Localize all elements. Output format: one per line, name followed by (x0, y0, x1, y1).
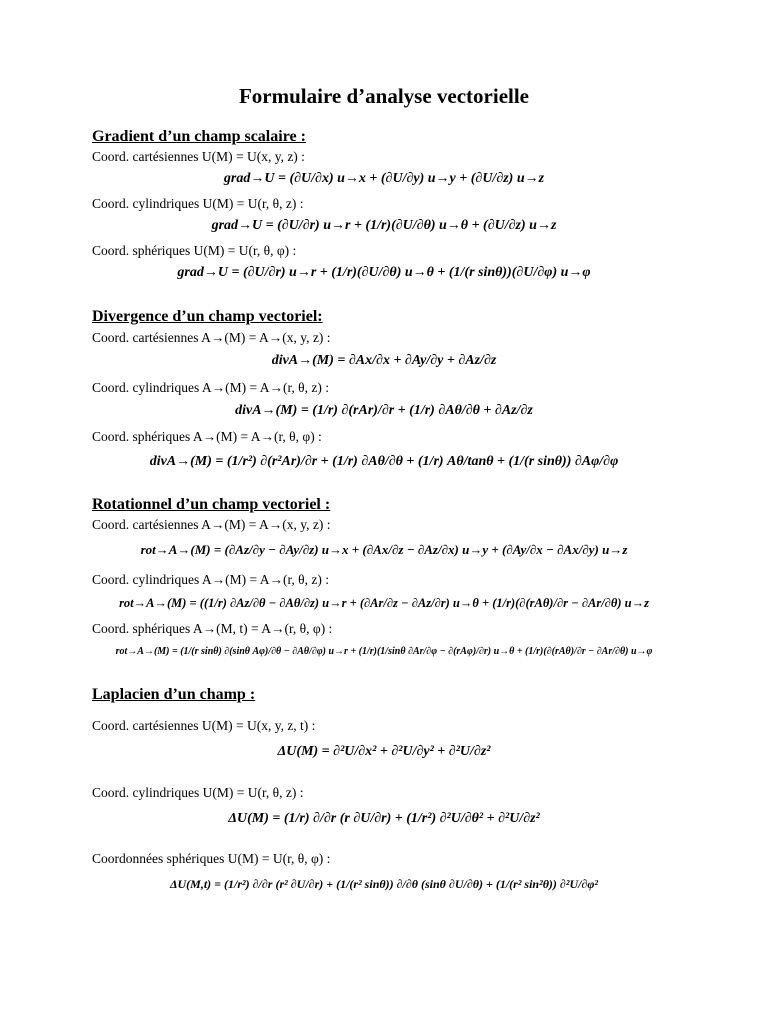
coord-label-divergence-spherical: Coord. sphériques A→(M) = A→(r, θ, φ) : (92, 429, 322, 444)
section-heading-gradient: Gradient d’un champ scalaire : (92, 128, 306, 145)
equation-divergence-cartesian: divA→(M) = ∂Ax/∂x + ∂Ay/∂y + ∂Az/∂z (271, 353, 497, 368)
coord-label-divergence-cylindrical: Coord. cylindriques A→(M) = A→(r, θ, z) : (92, 380, 330, 395)
equation-curl-spherical: rot→A→(M) = (1/(r sinθ) ∂(sinθ Aφ)/∂θ − ∂Aθ/∂φ) u→r + (1/r)(1/sinθ ∂Ar/∂φ − ∂(rAφ)/∂r) u→θ + (1/r)(∂(rAθ)/∂r − ∂Ar/∂θ) u→φ (115, 646, 653, 657)
equation-laplacian-cartesian: ΔU(M) = ∂²U/∂x² + ∂²U/∂y² + ∂²U/∂z² (277, 744, 491, 759)
section-heading-divergence-colon: : (317, 308, 323, 325)
section-heading-laplacian: Laplacien d’un champ : (92, 686, 256, 703)
equation-laplacian-spherical: ΔU(M,t) = (1/r²) ∂/∂r (r² ∂U/∂r) + (1/(r² sinθ)) ∂/∂θ (sinθ ∂U/∂θ) + (1/(r² sin²θ)) ∂²U/∂φ² (169, 877, 598, 891)
equation-curl-cartesian: rot→A→(M) = (∂Az/∂y − ∂Ay/∂z) u→x + (∂Ax/∂z − ∂Az/∂x) u→y + (∂Ay/∂x − ∂Ax/∂y) u→z (140, 542, 628, 557)
equation-laplacian-cylindrical: ΔU(M) = (1/r) ∂/∂r (r ∂U/∂r) + (1/r²) ∂²U/∂θ² + ∂²U/∂z² (228, 811, 540, 826)
equation-gradient-spherical: grad→U = (∂U/∂r) u→r + (1/r)(∂U/∂θ) u→θ + (1/(r sinθ))(∂U/∂φ) u→φ (177, 265, 591, 280)
coord-label-gradient-spherical: Coord. sphériques U(M) = U(r, θ, φ) : (92, 243, 297, 258)
coord-label-divergence-cartesian: Coord. cartésiennes A→(M) = A→(x, y, z) : (92, 330, 331, 345)
coord-label-gradient-cartesian: Coord. cartésiennes U(M) = U(x, y, z) : (92, 149, 305, 164)
equation-gradient-cylindrical: grad→U = (∂U/∂r) u→r + (1/r)(∂U/∂θ) u→θ + (∂U/∂z) u→z (211, 218, 557, 233)
section-heading-curl: Rotationnel d’un champ vectoriel : (92, 496, 331, 513)
coord-label-gradient-cylindrical: Coord. cylindriques U(M) = U(r, θ, z) : (92, 196, 304, 211)
equation-gradient-cartesian: grad→U = (∂U/∂x) u→x + (∂U/∂y) u→y + (∂U/∂z) u→z (223, 171, 545, 186)
section-heading-divergence (92, 308, 323, 326)
section-heading-divergence-text: Divergence d’un champ vectoriel (92, 308, 318, 325)
page-title: Formulaire d’analyse vectorielle (238, 84, 530, 108)
coord-label-laplacian-cartesian: Coord. cartésiennes U(M) = U(x, y, z, t) : (92, 718, 316, 733)
equation-curl-cylindrical: rot→A→(M) = ((1/r) ∂Az/∂θ − ∂Aθ/∂z) u→r + (∂Ar/∂z − ∂Az/∂r) u→θ + (1/r)(∂(rAθ)/∂r − ∂Ar/∂θ) u→z (119, 596, 649, 610)
coord-label-curl-spherical: Coord. sphériques A→(M, t) = A→(r, θ, φ) : (92, 621, 333, 636)
coord-label-curl-cylindrical: Coord. cylindriques A→(M) = A→(r, θ, z) : (92, 572, 330, 587)
coord-label-laplacian-cylindrical: Coord. cylindriques U(M) = U(r, θ, z) : (92, 785, 304, 800)
equation-divergence-spherical: divA→(M) = (1/r²) ∂(r²Ar)/∂r + (1/r) ∂Aθ/∂θ + (1/r) Aθ/tanθ + (1/(r sinθ)) ∂Aφ/∂φ (149, 454, 619, 469)
coord-label-curl-cartesian: Coord. cartésiennes A→(M) = A→(x, y, z) : (92, 517, 331, 532)
equation-divergence-cylindrical: divA→(M) = (1/r) ∂(rAr)/∂r + (1/r) ∂Aθ/∂θ + ∂Az/∂z (235, 403, 533, 418)
coord-label-laplacian-spherical: Coordonnées sphériques U(M) = U(r, θ, φ) : (92, 851, 331, 866)
